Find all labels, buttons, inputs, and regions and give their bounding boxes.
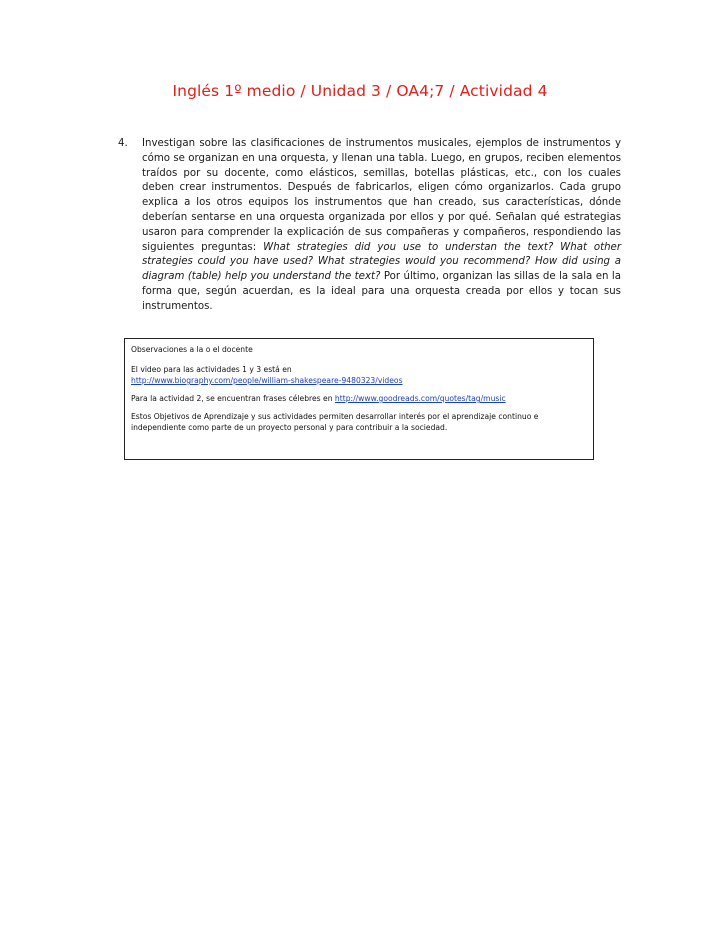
page-title: Inglés 1º medio / Unidad 3 / OA4;7 / Actividad 4 (172, 82, 548, 100)
video-link[interactable]: http://www.biography.com/people/william-shakespeare-9480323/videos (131, 376, 403, 385)
objectives-text: Estos Objetivos de Aprendizaje y sus actividades permiten desarrollar interés por el aprendizaje continuo e independiente como parte de un proyecto personal y para contribuir a la sociedad. (131, 412, 539, 432)
activity-number: 4. (118, 138, 128, 149)
activity-text-intro: Investigan sobre las clasificaciones de instrumentos musicales, ejemplos de instrumentos y cómo se organizan en una orquesta, y llenan una tabla. Luego, en grupos, reciben elementos traídos por su docente, como elásticos, semillas, botellas plásticas, etc., con los cuales deben crear instrumentos. Después de fabricarlos, eligen cómo organizarlos. Cada grupo explica a los otros equipos los instrumentos que han creado, sus características, dónde deberían sentarse en una orquesta organizada por ellos y por qué. Señalan qué estrategias usaron para comprender la explicación de sus compañeras y compañeros, respondiendo las siguientes preguntas: (142, 138, 621, 253)
quotes-label: Para la actividad 2, se encuentran frases célebres en (131, 394, 335, 403)
observations-title: Observaciones a la o el docente (131, 345, 253, 354)
activity-description (142, 137, 621, 315)
video-label: El video para las actividades 1 y 3 está en (131, 365, 292, 374)
activity-text-outro: Por último, organizan las sillas de la sala en la forma que, según acuerdan, es la ideal para una orquesta creada por ellos y tocan sus instrumentos. (142, 271, 621, 312)
activity-item (118, 137, 621, 315)
quotes-link[interactable]: http://www.goodreads.com/quotes/tag/music (334, 394, 506, 403)
teacher-observations-box (124, 338, 594, 460)
video-link-line (131, 375, 587, 386)
quotes-line (131, 393, 587, 404)
activity-questions: What strategies did you use to understan the text? What other strategies could you have used? What strategies would you recommend? How did using a diagram (table) help you understand the text? (142, 241, 622, 283)
